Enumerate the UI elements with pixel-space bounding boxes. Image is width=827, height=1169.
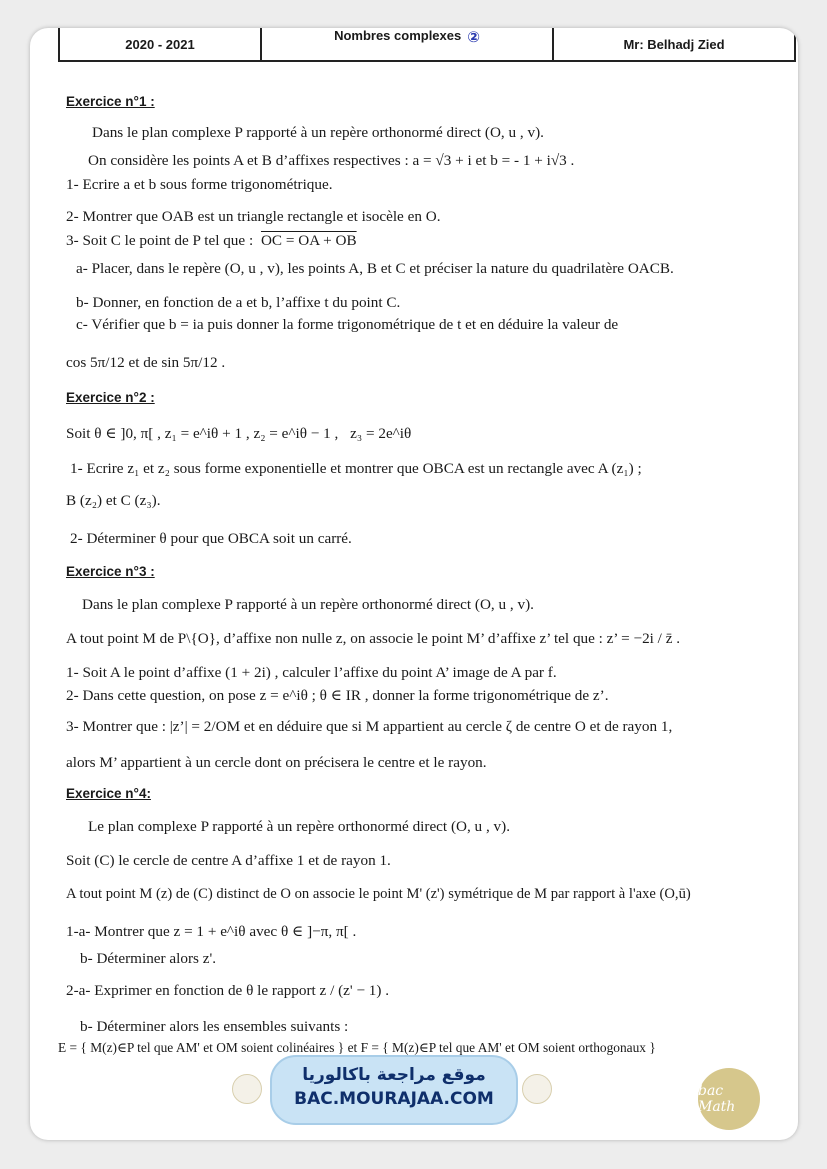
ex1-q1: 1- Ecrire a et b sous forme trigonométrique. bbox=[66, 176, 333, 193]
ex1-intro: Dans le plan complexe P rapporté à un repère orthonormé direct (O, u , v). bbox=[92, 124, 544, 141]
ex4-q2a: 2-a- Exprimer en fonction de θ le rapport z / (z' − 1) . bbox=[66, 982, 390, 999]
chapter-title: Nombres complexes bbox=[334, 28, 462, 43]
ex4-title: Exercice n°4: bbox=[66, 786, 151, 801]
ex2-z3: z₃ = 2e^iθ bbox=[350, 425, 412, 442]
ex3-q2: 2- Dans cette question, on pose z = e^iθ ; θ ∈ IR , donner la forme trigonométrique de z’. bbox=[66, 687, 609, 704]
header-table bbox=[58, 28, 796, 62]
ex4-q2b: b- Déterminer alors les ensembles suivants : bbox=[80, 1018, 349, 1035]
right-school-logo-icon bbox=[522, 1074, 552, 1104]
ex3-definition: A tout point M de P\{O}, d’affixe non nulle z, on associe le point M’ d’affixe z’ tel que : z’ = −2i / z̄ . bbox=[66, 630, 681, 647]
ex4-q1b: b- Déterminer alors z'. bbox=[80, 950, 216, 967]
ex4-def2: A tout point M (z) de (C) distinct de O on associe le point M' (z') symétrique de M par rapport à l'axe (O,ū) bbox=[66, 886, 691, 902]
ex1-q3a: a- Placer, dans le repère (O, u , v), les points A, B et C et préciser la nature du quadrilatère OACB. bbox=[76, 260, 674, 277]
ex4-def1: Soit (C) le cercle de centre A d’affixe 1 et de rayon 1. bbox=[66, 852, 391, 869]
ex2-title: Exercice n°2 : bbox=[66, 390, 155, 405]
handwritten-number-icon: ② bbox=[467, 28, 480, 46]
ex1-q2: 2- Montrer que OAB est un triangle rectangle et isocèle en O. bbox=[66, 208, 441, 225]
ex1-points: On considère les points A et B d’affixes respectives : a = √3 + i et b = - 1 + i√3 . bbox=[88, 152, 575, 169]
ex1-q3 bbox=[66, 232, 357, 250]
header-title-cell bbox=[262, 28, 554, 60]
ex3-q3: 3- Montrer que : |z’| = 2/OM et en déduire que si M appartient au cercle ζ de centre O et de rayon 1, bbox=[66, 718, 673, 735]
ex2-def-text: Soit θ ∈ ]0, π[ , z₁ = e^iθ + 1 , z₂ = e^iθ − 1 , bbox=[66, 425, 339, 442]
ex1-q3c-end: cos 5π/12 et de sin 5π/12 . bbox=[66, 354, 226, 371]
left-school-logo-icon bbox=[232, 1074, 262, 1104]
ex3-q3-end: alors M’ appartient à un cercle dont on précisera le centre et le rayon. bbox=[66, 754, 487, 771]
bac-math-logo: bac Math bbox=[698, 1068, 760, 1130]
ex4-sets: E = { M(z)∈P tel que AM' et OM soient colinéaires } et F = { M(z)∈P tel que AM' et OM soient orthogonaux } bbox=[58, 1040, 656, 1055]
site-name-arabic: موقع مراجعة باكالوريا bbox=[302, 1065, 486, 1085]
ex2-q1-end: B (z₂) et C (z₃). bbox=[66, 492, 161, 509]
ex4-q1a: 1-a- Montrer que z = 1 + e^iθ avec θ ∈ ]−π, π[ . bbox=[66, 923, 357, 940]
site-url[interactable]: BAC.MOURAJAA.COM bbox=[294, 1089, 494, 1109]
exam-sheet bbox=[30, 28, 798, 1140]
ex2-definition bbox=[66, 424, 411, 443]
ex4-intro: Le plan complexe P rapporté à un repère orthonormé direct (O, u , v). bbox=[88, 818, 510, 835]
ex1-title: Exercice n°1 : bbox=[66, 94, 155, 109]
ex3-q1: 1- Soit A le point d’affixe (1 + 2i) , calculer l’affixe du point A’ image de A par f. bbox=[66, 664, 557, 681]
school-year: 2020 - 2021 bbox=[60, 28, 262, 60]
ex1-q3-text: 3- Soit C le point de P tel que : bbox=[66, 232, 254, 249]
site-badge[interactable] bbox=[270, 1055, 518, 1125]
ex2-q2: 2- Déterminer θ pour que OBCA soit un carré. bbox=[70, 530, 352, 547]
ex1-q3c: c- Vérifier que b = ia puis donner la forme trigonométrique de t et en déduire la valeur de bbox=[76, 316, 619, 333]
teacher-name: Mr: Belhadj Zied bbox=[623, 36, 725, 52]
ex3-title: Exercice n°3 : bbox=[66, 564, 155, 579]
ex2-q1: 1- Ecrire z₁ et z₂ sous forme exponentielle et montrer que OBCA est un rectangle avec A (z₁) ; bbox=[70, 460, 642, 477]
ex3-intro: Dans le plan complexe P rapporté à un repère orthonormé direct (O, u , v). bbox=[82, 596, 534, 613]
ex1-q3b: b- Donner, en fonction de a et b, l’affixe t du point C. bbox=[76, 294, 401, 311]
ex1-q3-vector-relation: OC = OA + OB bbox=[260, 232, 357, 249]
